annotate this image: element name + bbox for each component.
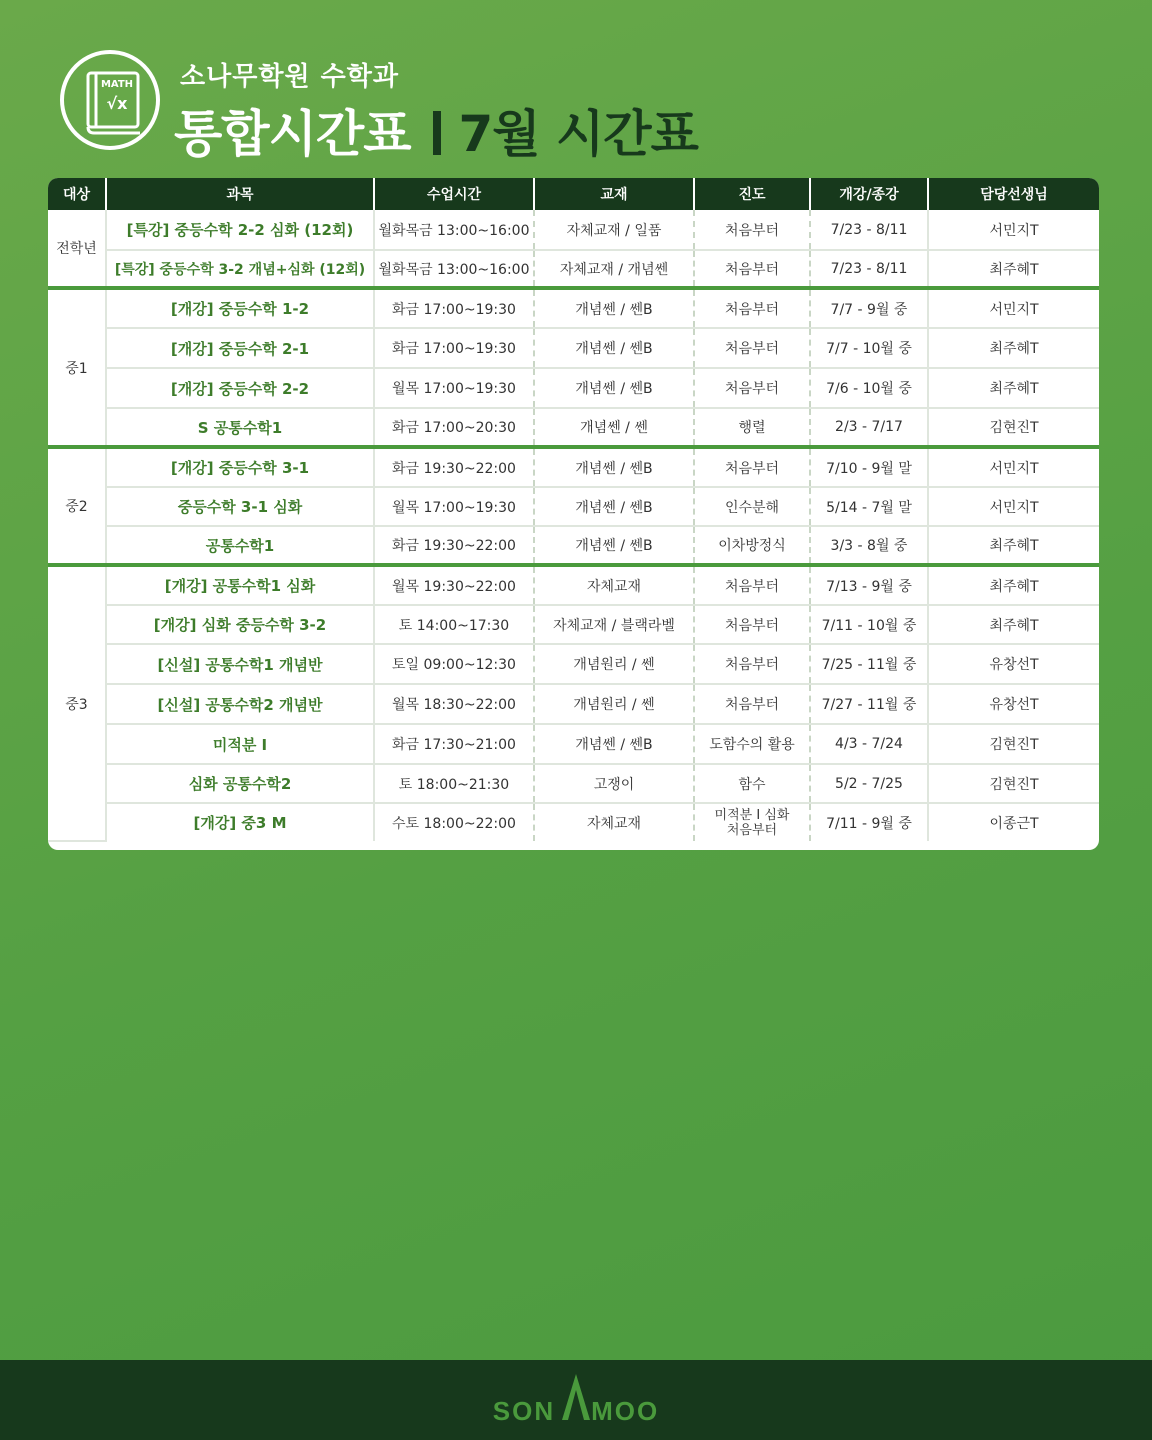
- progress: 행렬: [694, 408, 810, 447]
- period: 7/13 - 9월 중: [810, 565, 928, 605]
- course-name: [특강] 중등수학 3-2 개념+심화 (12회): [106, 250, 374, 288]
- logo-symbol: √x: [106, 94, 128, 113]
- header-period: 개강/종강: [810, 178, 928, 210]
- period: 7/27 - 11월 중: [810, 684, 928, 724]
- progress: 인수분해: [694, 487, 810, 526]
- course-name: [개강] 중등수학 2-1: [106, 328, 374, 368]
- course-name: [신설] 공통수학1 개념반: [106, 644, 374, 684]
- progress: 처음부터: [694, 210, 810, 250]
- class-time: 월목 19:30~22:00: [374, 565, 534, 605]
- class-time: 월화목금 13:00~16:00: [374, 210, 534, 250]
- course-name: S 공통수학1: [106, 408, 374, 447]
- textbook: 고쟁이: [534, 764, 694, 803]
- course-name: [개강] 중등수학 1-2: [106, 288, 374, 328]
- table-row: [48, 447, 1099, 487]
- course-name: [개강] 중등수학 3-1: [106, 447, 374, 487]
- period: 5/14 - 7월 말: [810, 487, 928, 526]
- table-row: [48, 644, 1099, 684]
- course-name: 공통수학1: [106, 526, 374, 565]
- progress: 이차방정식: [694, 526, 810, 565]
- class-time: 토일 09:00~12:30: [374, 644, 534, 684]
- textbook: 자체교재: [534, 803, 694, 841]
- teacher: 서민지T: [928, 210, 1099, 250]
- progress: 도함수의 활용: [694, 724, 810, 764]
- page-footer: [0, 1360, 1152, 1440]
- teacher: 서민지T: [928, 288, 1099, 328]
- course-name: 심화 공통수학2: [106, 764, 374, 803]
- class-time: 월목 18:30~22:00: [374, 684, 534, 724]
- progress: 처음부터: [694, 250, 810, 288]
- class-time: 토 14:00~17:30: [374, 605, 534, 644]
- table-row: [48, 803, 1099, 841]
- teacher: 최주혜T: [928, 250, 1099, 288]
- teacher: 서민지T: [928, 487, 1099, 526]
- header-progress: 진도: [694, 178, 810, 210]
- progress: [694, 803, 810, 841]
- table-row: [48, 408, 1099, 447]
- progress: 함수: [694, 764, 810, 803]
- class-time: 월목 17:00~19:30: [374, 487, 534, 526]
- progress: 처음부터: [694, 565, 810, 605]
- textbook: 개념쎈 / 쎈B: [534, 328, 694, 368]
- textbook: 개념쎈 / 쎈B: [534, 724, 694, 764]
- progress: 처음부터: [694, 368, 810, 408]
- class-time: 화금 17:00~20:30: [374, 408, 534, 447]
- timetable: [48, 178, 1099, 850]
- timetable-table: [48, 178, 1099, 842]
- class-time: 화금 19:30~22:00: [374, 447, 534, 487]
- progress: 처음부터: [694, 288, 810, 328]
- teacher: 유창선T: [928, 684, 1099, 724]
- logo-text: MATH: [100, 79, 134, 90]
- progress: 처음부터: [694, 605, 810, 644]
- textbook: 자체교재 / 개념쎈: [534, 250, 694, 288]
- table-row: [48, 288, 1099, 328]
- progress: 처음부터: [694, 644, 810, 684]
- title-main: 통합시간표: [174, 105, 411, 163]
- table-row: [48, 487, 1099, 526]
- table-header-row: [48, 178, 1099, 210]
- course-name: [개강] 중3 M: [106, 803, 374, 841]
- period: 7/23 - 8/11: [810, 210, 928, 250]
- course-name: [신설] 공통수학2 개념반: [106, 684, 374, 724]
- course-name: [개강] 중등수학 2-2: [106, 368, 374, 408]
- math-book-icon: [82, 69, 146, 137]
- period: 7/11 - 9월 중: [810, 803, 928, 841]
- progress-line-2: 처음부터: [726, 822, 778, 838]
- table-row: [48, 724, 1099, 764]
- class-time: 화금 17:00~19:30: [374, 288, 534, 328]
- teacher: 최주혜T: [928, 605, 1099, 644]
- class-time: 화금 17:30~21:00: [374, 724, 534, 764]
- textbook: 자체교재: [534, 565, 694, 605]
- textbook: 개념쎈 / 쎈B: [534, 288, 694, 328]
- brand-left: SON: [492, 1396, 556, 1426]
- group-label: 중2: [48, 447, 106, 565]
- header-course: 과목: [106, 178, 374, 210]
- textbook: 개념쎈 / 쎈: [534, 408, 694, 447]
- progress-line-1: 미적분 I 심화: [714, 807, 790, 823]
- table-row: [48, 684, 1099, 724]
- course-name: [개강] 공통수학1 심화: [106, 565, 374, 605]
- logo: [60, 50, 160, 150]
- table-row: [48, 210, 1099, 250]
- period: 2/3 - 7/17: [810, 408, 928, 447]
- teacher: 유창선T: [928, 644, 1099, 684]
- textbook: 개념쎈 / 쎈B: [534, 447, 694, 487]
- teacher: 이종근T: [989, 815, 1039, 832]
- header-book: 교재: [534, 178, 694, 210]
- class-time: 월화목금 13:00~16:00: [374, 250, 534, 288]
- page-subtitle: 소나무학원 수학과: [180, 62, 399, 92]
- period: 7/11 - 10월 중: [810, 605, 928, 644]
- group-label: 전학년: [48, 210, 106, 288]
- teacher: 김현진T: [928, 724, 1099, 764]
- table-row: [48, 526, 1099, 565]
- textbook: 개념쎈 / 쎈B: [534, 526, 694, 565]
- page-title: [174, 94, 698, 166]
- progress: 처음부터: [694, 328, 810, 368]
- table-row: [48, 368, 1099, 408]
- period: 4/3 - 7/24: [810, 724, 928, 764]
- course-name: [특강] 중등수학 2-2 심화 (12회): [106, 210, 374, 250]
- teacher: 최주혜T: [928, 526, 1099, 565]
- teacher: 김현진T: [928, 764, 1099, 803]
- period: 7/7 - 9월 중: [810, 288, 928, 328]
- table-row: [48, 764, 1099, 803]
- textbook: 개념원리 / 쎈: [534, 644, 694, 684]
- textbook: 개념원리 / 쎈: [534, 684, 694, 724]
- textbook: 자체교재 / 블랙라벨: [534, 605, 694, 644]
- class-time: 화금 17:00~19:30: [374, 328, 534, 368]
- table-row: [48, 605, 1099, 644]
- table-row: [48, 565, 1099, 605]
- teacher: 서민지T: [928, 447, 1099, 487]
- header-teacher: 담당선생님: [928, 178, 1099, 210]
- title-month: 7월 시간표: [458, 105, 698, 163]
- class-time: 화금 19:30~22:00: [374, 526, 534, 565]
- title-divider: [433, 111, 441, 155]
- class-time: 수토 18:00~22:00: [374, 803, 534, 841]
- table-row: [48, 250, 1099, 288]
- period: 7/10 - 9월 말: [810, 447, 928, 487]
- period: 7/6 - 10월 중: [810, 368, 928, 408]
- period: 3/3 - 8월 중: [810, 526, 928, 565]
- course-name: 중등수학 3-1 심화: [106, 487, 374, 526]
- period: 7/23 - 8/11: [810, 250, 928, 288]
- progress: 처음부터: [694, 447, 810, 487]
- header-target: 대상: [48, 178, 106, 210]
- page-header: [60, 50, 1110, 163]
- brand-logo: [0, 1396, 1152, 1427]
- period: 7/7 - 10월 중: [810, 328, 928, 368]
- course-name: 미적분 I: [106, 724, 374, 764]
- textbook: 개념쎈 / 쎈B: [534, 368, 694, 408]
- progress: 처음부터: [694, 684, 810, 724]
- brand-right: MOO: [591, 1396, 660, 1426]
- textbook: 개념쎈 / 쎈B: [534, 487, 694, 526]
- table-row: [48, 328, 1099, 368]
- header-time: 수업시간: [374, 178, 534, 210]
- period: 5/2 - 7/25: [810, 764, 928, 803]
- group-label: 중3: [48, 565, 106, 841]
- teacher: 최주혜T: [928, 368, 1099, 408]
- class-time: 월목 17:00~19:30: [374, 368, 534, 408]
- teacher: 최주혜T: [928, 565, 1099, 605]
- textbook: 자체교재 / 일품: [534, 210, 694, 250]
- course-name: [개강] 심화 중등수학 3-2: [106, 605, 374, 644]
- period: 7/25 - 11월 중: [810, 644, 928, 684]
- class-time: 토 18:00~21:30: [374, 764, 534, 803]
- teacher: 최주혜T: [928, 328, 1099, 368]
- teacher: 김현진T: [928, 408, 1099, 447]
- group-label: 중1: [48, 288, 106, 447]
